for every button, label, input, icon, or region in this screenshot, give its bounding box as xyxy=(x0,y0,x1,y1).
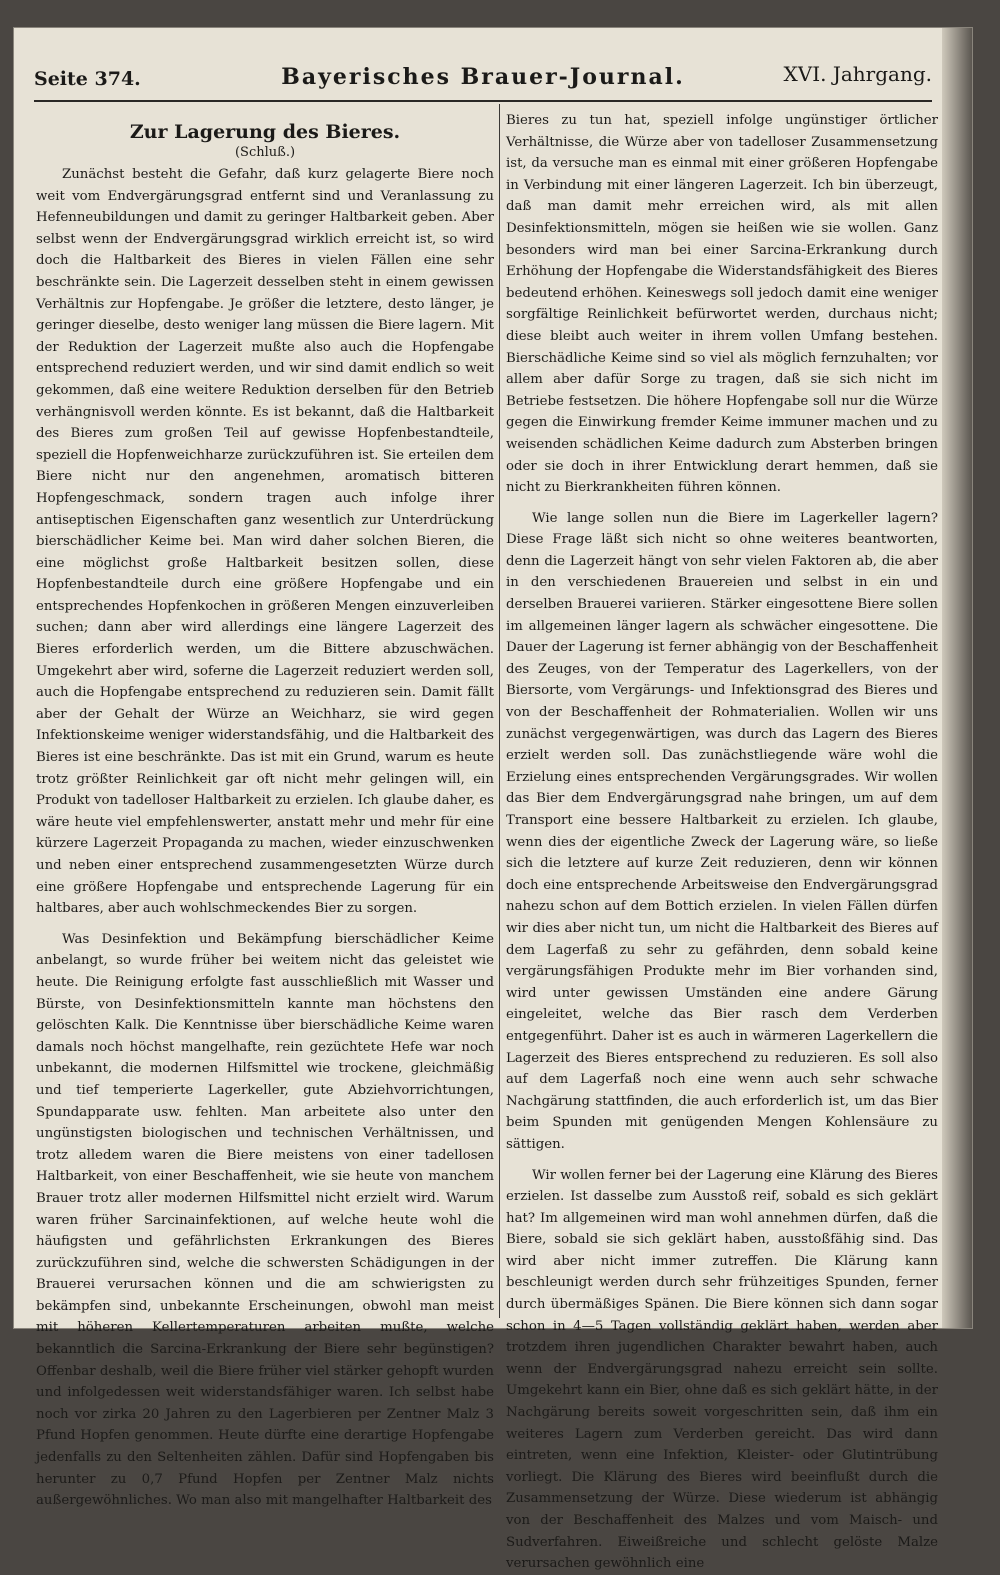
paragraph: Was Desinfektion und Bekämpfung bierschädlicher Keime anbelangt, so wurde früher bei weitem nicht das geleistet wie heute. Die Reinigung erfolgte fast ausschließlich mit Wasser und Bürste, von Desinfektionsmitteln kannte man höchstens den gelöschten Kalk. Die Kenntnisse über bierschädliche Keime waren damals noch höchst mangelhafte, rein gezüchtete Hefe war noch unbekannt, die modernen Hilfsmittel wie trockene, gleichmäßig und tief temperierte Lagerkeller, gute Abziehvorrichtungen, Spundapparate usw. fehlten. Man arbeitete also unter den ungünstigsten biologischen und technischen Verhältnissen, und trotz alledem waren die Biere meistens von einer tadellosen Haltbarkeit, von einer Beschaffenheit, wie sie heute von manchem Brauer trotz aller modernen Hilfsmittel nicht erzielt wird. Warum waren früher Sarcinainfektionen, auf welche heute wohl die häufigsten und gefährlichsten Erkrankungen des Bieres zurückzuführen sind, welche die schwersten Schädigungen in der Brauerei verursachen können und die am schwierigsten zu bekämpfen sind, unbekannte Erscheinungen, obwohl man meist mit höheren Kellertemperaturen arbeiten mußte, welche bekanntlich die Sarcina-Erkrankung der Biere sehr begünstigen? Offenbar deshalb, weil die Biere früher viel stärker gehopft wurden und infolgedessen weit widerstandsfähiger waren. Ich selbst habe noch vor zirka 20 Jahren zu den Lagerbieren per Zentner Malz 3 Pfund Hopfen genommen. Heute dürfte eine derartige Hopfengabe jedenfalls zu den Seltenheiten zählen. Dafür sind Hopfengaben bis herunter zu 0,7 Pfund Hopfen per Zentner Malz nichts außergewöhnliches. Wo man also mit mangelhafter Haltbarkeit des xyxy=(36,931,494,1509)
paragraph: Wir wollen ferner bei der Lagerung eine Klärung des Bieres erzielen. Ist dasselbe zum Ausstoß reif, sobald es sich geklärt hat? Im allgemeinen wird man wohl annehmen dürfen, daß die Biere, sobald sie sich geklärt haben, ausstoßfähig sind. Das wird aber nicht immer zutreffen. Die Klärung kann beschleunigt werden durch sehr frühzeitiges Spunden, ferner durch übermäßiges Spänen. Die Biere können sich dann sogar schon in 4—5 Tagen vollständig geklärt haben, werden aber trotzdem ihren jugendlichen Charakter bewahrt haben, auch wenn der Endvergärungsgrad nahezu erreicht sein sollte. Umgekehrt kann ein Bier, ohne daß es sich geklärt hätte, in der Nachgärung bereits soweit vorgeschritten sein, daß ihm ein weiteres Lagern zum Verderben gereicht. Das wird dann eintreten, wenn eine Infektion, Kleister- oder Glutintrübung vorliegt. Die Klärung des Bieres wird beeinflußt durch die Zusammensetzung der Würze. Diese wiederum ist abhängig von der Beschaffenheit des Malzes und vom Maisch- und Sudverfahren. Eiweißreiche und schlecht gelöste Malze verursachen gewöhnlich eine xyxy=(506,1167,938,1572)
page-number: Seite 374. xyxy=(34,68,141,90)
article-subtitle: (Schluß.) xyxy=(234,145,296,160)
paragraph: Wie lange sollen nun die Biere im Lagerkeller lagern? Diese Frage läßt sich nicht so ohne weiteres beantworten, denn die Lagerzeit hängt von sehr vielen Faktoren ab, die aber in den verschiedenen Brauereien und selbst in ein und derselben Brauerei variieren. Stärker eingesottene Biere sollen im allgemeinen länger lagern als schwächer eingesottene. Die Dauer der Lagerung ist ferner abhängig von der Beschaffenheit des Zeuges, von der Temperatur des Lagerkellers, von der Biersorte, vom Vergärungs- und Infektionsgrad des Bieres und von der Beschaffenheit der Rohmaterialien. Wollen wir uns zunächst vergegenwärtigen, was durch das Lagern des Bieres erzielt werden soll. Das zunächstliegende wäre wohl die Erzielung eines entsprechenden Vergärungsgrades. Wir wollen das Bier dem Endvergärungsgrad nahe bringen, um auf dem Transport eine bessere Haltbarkeit zu erzielen. Ich glaube, wenn dies der eigentliche Zweck der Lagerung wäre, so ließe sich die letztere auf kurze Zeit reduzieren, denn wir können doch eine entsprechende Arbeitsweise den Endvergärungsgrad nahezu schon auf dem Bottich erzielen. In vielen Fällen dürfen wir dies aber nicht tun, um nicht die Haltbarkeit des Bieres auf dem Lagerfaß zu sehr zu gefährden, denn sobald keine vergärungsfähigen Produkte mehr im Bier vorhanden sind, wird unter gewissen Umständen eine andere Gärung eingeleitet, welche das Bier rasch dem Verderben entgegenführt. Daher ist es auch in wärmeren Lagerkellern die Lagerzeit des Bieres entsprechend zu reduzieren. Es soll also auf dem Lagerfaß noch eine wenn auch sehr schwache Nachgärung stattfinden, die auch erforderlich ist, um das Bier beim Spunden mit genügenden Mengen Kohlensäure zu sättigen. xyxy=(506,510,938,1152)
journal-page xyxy=(14,28,972,1572)
page-header xyxy=(34,58,932,98)
right-column xyxy=(506,110,938,1572)
book-gutter xyxy=(942,28,972,1328)
article-title: Zur Lagerung des Bieres. xyxy=(129,121,401,143)
header-rule xyxy=(34,100,932,102)
paragraph: Zunächst besteht die Gefahr, daß kurz gelagerte Biere noch weit vom Endvergärungsgrad entfernt sind und Veranlassung zu Hefenneubildungen und damit zu geringer Haltbarkeit geben. Aber selbst wenn der Endvergärungsgrad wirklich erreicht ist, so wird doch die Haltbarkeit des Bieres in vielen Fällen eine sehr beschränkte sein. Die Lagerzeit desselben steht in einem gewissen Verhältnis zur Hopfengabe. Je größer die letztere, desto länger, je geringer dieselbe, desto weniger lang müssen die Biere lagern. Mit der Reduktion der Lagerzeit mußte also auch die Hopfengabe entsprechend reduziert werden, und wir sind damit endlich so weit gekommen, daß eine weitere Reduktion derselben für den Betrieb verhängnisvoll werden könnte. Es ist bekannt, daß die Haltbarkeit des Bieres zum großen Teil auf gewisse Hopfenbestandteile, speziell die Hopfenweichharze zurückzuführen ist. Sie erteilen dem Biere nicht nur den angenehmen, aromatisch bitteren Hopfengeschmack, sondern tragen auch infolge ihrer antiseptischen Eigenschaften ganz wesentlich zur Unterdrückung bierschädlicher Keime bei. Man wird daher solchen Bieren, die eine möglichst große Haltbarkeit besitzen sollen, diese Hopfenbestandteile durch eine größere Hopfengabe und ein entsprechendes Hopfenkochen in größeren Mengen einzuverleiben suchen; dann aber wird allerdings eine längere Lagerzeit des Bieres erforderlich werden, um die Bittere abzuschwächen. Umgekehrt aber wird, soferne die Lagerzeit reduziert werden soll, auch die Hopfengabe entsprechend zu reduzieren sein. Damit fällt aber der Gehalt der Würze an Weichharz, sie wird gegen Infektionskeime weniger widerstandsfähig, und die Haltbarkeit des Bieres ist eine beschränkte. Das ist mit ein Grund, warum es heute trotz größter Reinlichkeit gar oft nicht mehr gelingen will, ein Produkt von tadelloser Haltbarkeit zu erzielen. Ich glaube daher, es wäre heute viel empfehlenswerter, anstatt mehr und mehr für eine kürzere Lagerzeit Propaganda zu machen, wieder einzuschwenken und neben einer entsprechend zusammengesetzten Würze durch eine größere Hopfengabe und entsprechende Lagerung für ein haltbares, aber auch wohlschmeckendes Bier zu sorgen. xyxy=(36,167,494,917)
column-divider xyxy=(499,104,500,1318)
left-column xyxy=(36,110,494,1509)
paragraph: Bieres zu tun hat, speziell infolge ungünstiger örtlicher Verhältnisse, die Würze aber von tadelloser Zusammensetzung ist, da versuche man es einmal mit einer größeren Hopfengabe in Verbindung mit einer längeren Lagerzeit. Ich bin überzeugt, daß man damit mehr erreichen wird, als mit allen Desinfektionsmitteln, mögen sie heißen wie sie wollen. Ganz besonders wird man bei einer Sarcina-Erkrankung durch Erhöhung der Hopfengabe die Widerstandsfähigkeit des Bieres bedeutend erhöhen. Keineswegs soll jedoch damit eine weniger sorgfältige Reinlichkeit befürwortet werden, durchaus nicht; diese bleibt auch weiter in ihrem vollen Umfang bestehen. Bierschädliche Keime sind so viel als möglich fernzuhalten; vor allem aber dafür Sorge zu tragen, daß sie sich nicht im Betriebe festsetzen. Die höhere Hopfengabe soll nur die Würze gegen die Einwirkung fremder Keime immuner machen und zu weisenden schädlichen Keime dadurch zum Absterben bringen oder sie doch in ihrer Entwicklung derart hemmen, daß sie nicht zu Bierkrankheiten führen können. xyxy=(506,113,938,496)
volume-label: XVI. Jahrgang. xyxy=(783,62,932,86)
journal-title: Bayerisches Brauer-Journal. xyxy=(281,64,685,90)
